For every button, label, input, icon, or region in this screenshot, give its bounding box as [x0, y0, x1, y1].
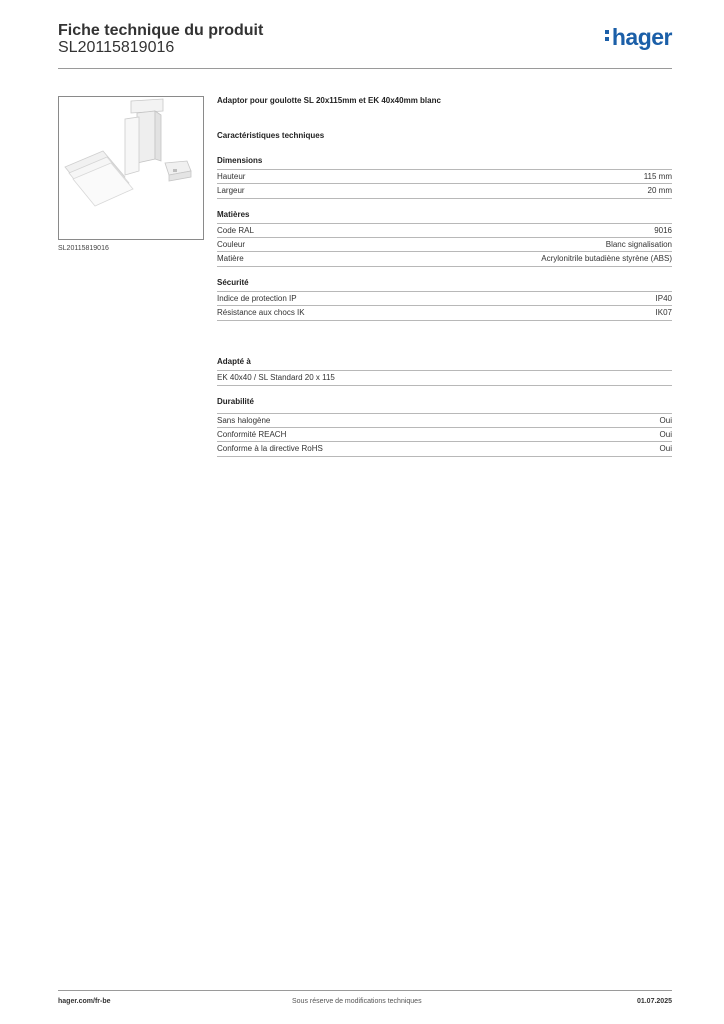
product-photo-icon	[59, 97, 203, 239]
logo-dots-icon	[605, 30, 610, 44]
table-row	[217, 427, 672, 442]
header-divider	[58, 68, 672, 69]
table-row	[217, 441, 672, 457]
tech-heading: Caractéristiques techniques	[217, 131, 325, 140]
row-label: Résistance aux chocs IK	[217, 308, 305, 317]
footer-notice: Sous réserve de modifications techniques	[292, 998, 422, 1005]
row-label: Conforme à la directive RoHS	[217, 444, 323, 453]
table-row	[217, 223, 672, 238]
row-value: 115 mm	[643, 172, 672, 181]
row-value: IK07	[655, 308, 672, 317]
table-row	[217, 291, 672, 306]
row-label: Code RAL	[217, 226, 254, 235]
row-value: Oui	[659, 444, 672, 453]
section-title-adapte: Adapté à	[217, 357, 251, 366]
table-row	[217, 251, 672, 267]
section-title-securite: Sécurité	[217, 278, 249, 287]
table-row	[217, 413, 672, 428]
row-value: IP40	[655, 294, 672, 303]
row-label: Matière	[217, 254, 244, 263]
table-row	[217, 237, 672, 252]
product-name: Adaptor pour goulotte SL 20x115mm et EK 40x40mm blanc	[217, 96, 441, 105]
table-row	[217, 305, 672, 321]
table-row	[217, 183, 672, 199]
section-title-matieres: Matières	[217, 210, 250, 219]
footer-website-link[interactable]: hager.com/fr-be	[58, 998, 111, 1005]
row-value: Oui	[659, 416, 672, 425]
section-title-dimensions: Dimensions	[217, 156, 263, 165]
page-title: Fiche technique du produit	[58, 22, 264, 39]
footer-divider	[58, 990, 672, 991]
hager-logo	[605, 24, 672, 51]
image-caption: SL20115819016	[58, 245, 109, 252]
product-image	[58, 96, 204, 240]
row-label: Sans halogène	[217, 416, 271, 425]
row-label: Couleur	[217, 240, 246, 249]
row-value: Oui	[659, 430, 672, 439]
row-label: Largeur	[217, 186, 245, 195]
table-row	[217, 370, 672, 386]
row-label: Indice de protection IP	[217, 294, 297, 303]
footer-date: 01.07.2025	[636, 998, 672, 1005]
table-row	[217, 169, 672, 184]
product-reference: SL20115819016	[58, 39, 175, 56]
page-header	[58, 20, 672, 68]
row-value: Acrylonitrile butadiène styrène (ABS)	[541, 254, 672, 263]
row-label: Hauteur	[217, 172, 246, 181]
section-title-durabilite: Durabilité	[217, 397, 254, 406]
row-value: 9016	[654, 226, 672, 235]
row-value: 20 mm	[647, 186, 672, 195]
row-value: Blanc signalisation	[605, 240, 672, 249]
row-label: Conformité REACH	[217, 430, 287, 439]
row-label: EK 40x40 / SL Standard 20 x 115	[217, 373, 335, 382]
logo-text: hager	[611, 24, 672, 50]
